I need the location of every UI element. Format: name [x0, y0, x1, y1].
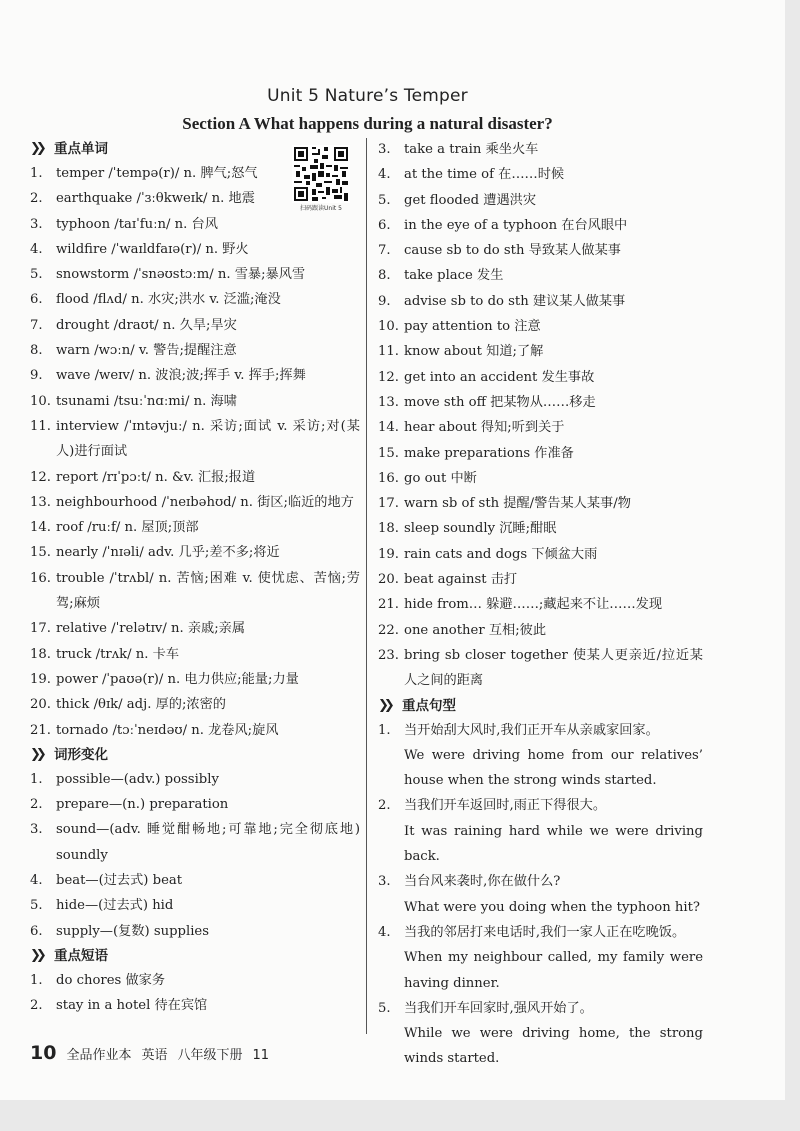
list-item: 9. advise sb to do sth 建议某人做某事 — [378, 293, 626, 309]
list-item: 1. possible—(adv.) possibly — [30, 771, 219, 787]
sentence-item: 4. 当我的邻居打来电话时,我们一家人正在吃晚饭。 When my neighbour called, my family were having dinner. — [378, 920, 703, 996]
list-item: 16. trouble /ˈtrʌbl/ n. 苦恼;困难 v. 使忧虑、苦恼;劳驾;麻烦 — [30, 570, 360, 612]
sentence-item: 3. 当台风来袭时,你在做什么? What were you doing when the typhoon hit? — [378, 869, 703, 920]
list-item: 6. flood /flʌd/ n. 水灾;洪水 v. 泛滥;淹没 — [30, 292, 281, 308]
list-item: 11. know about 知道;了解 — [378, 344, 544, 360]
sentence-english: While we were driving home, the strong winds started. — [404, 1026, 703, 1067]
list-item: 18. truck /trʌk/ n. 卡车 — [30, 646, 180, 662]
list-item: 5. hide—(过去式) hid — [30, 898, 174, 914]
list-item: 19. power /ˈpaʊə(r)/ n. 电力供应;能量;力量 — [30, 671, 299, 687]
chevron-right-icon: ❯❯ — [378, 697, 390, 713]
list-item: 21. tornado /tɔːˈneɪdəʊ/ n. 龙卷风;旋风 — [30, 722, 279, 738]
list-item: 5. snowstorm /ˈsnəʊstɔːm/ n. 雪暴;暴风雪 — [30, 267, 306, 283]
list-item: 14. hear about 得知;听到关于 — [378, 420, 565, 436]
list-item: 11. interview /ˈɪntəvjuː/ n. 采访;面试 v. 采访;对(某人)进行面试 — [30, 418, 360, 460]
list-item: 6. in the eye of a typhoon 在台风眼中 — [378, 217, 628, 233]
footer-number: 11 — [252, 1048, 270, 1063]
list-item: 8. take place 发生 — [378, 268, 504, 284]
vocab-list — [30, 161, 360, 743]
list-item: 13. neighbourhood /ˈneɪbəhʊd/ n. 街区;临近的地方 — [30, 494, 354, 510]
list-item: 3. take a train 乘坐火车 — [378, 142, 539, 157]
section-title: Section A What happens during a natural disaster? — [182, 114, 553, 133]
list-item: 14. roof /ruːf/ n. 屋顶;顶部 — [30, 520, 199, 536]
list-item: 7. cause sb to do sth 导致某人做某事 — [378, 243, 621, 259]
forms-list — [30, 767, 360, 944]
phrases-list-left — [30, 968, 360, 1019]
right-column — [378, 137, 703, 1072]
list-item: 20. beat against 击打 — [378, 572, 518, 588]
list-item: 2. stay in a hotel 待在宾馆 — [30, 998, 208, 1014]
list-item: 6. supply—(复数) supplies — [30, 923, 210, 939]
phrases-heading: ❯❯ 重点短语 — [30, 944, 360, 968]
list-item: 22. one another 互相;彼此 — [378, 622, 547, 638]
sentence-item: 2. 当我们开车返回时,雨正下得很大。 It was raining hard while we were driving back. — [378, 793, 703, 869]
sentence-english: What were you doing when the typhoon hit? — [404, 899, 700, 915]
list-item: 5. get flooded 遭遇洪灾 — [378, 192, 537, 208]
list-item: 1. do chores 做家务 — [30, 972, 166, 988]
list-item: 2. prepare—(n.) preparation — [30, 797, 229, 813]
list-item: 21. hide from… 躲避……;藏起来不让……发现 — [378, 597, 663, 613]
chevron-right-icon: ❯❯ — [30, 947, 42, 963]
list-item: 13. move sth off 把某物从……移走 — [378, 394, 596, 410]
forms-heading: ❯❯ 词形变化 — [30, 743, 360, 767]
book-title: 全品作业本 — [66, 1048, 132, 1063]
list-item: 12. report /rɪˈpɔːt/ n. &v. 汇报;报道 — [30, 469, 256, 485]
list-item: 1. temper /ˈtempə(r)/ n. 脾气;怒气 — [30, 166, 258, 181]
left-column — [30, 137, 360, 1019]
subject: 英语 — [141, 1048, 168, 1063]
list-item: 3. sound—(adv. 睡觉酣畅地;可靠地;完全彻底地) soundly — [30, 822, 360, 863]
list-item: 9. wave /weɪv/ n. 波浪;波;挥手 v. 挥手;挥舞 — [30, 368, 306, 384]
page-number: 10 — [30, 1042, 57, 1064]
list-item: 17. relative /ˈrelətɪv/ n. 亲戚;亲属 — [30, 621, 246, 637]
list-item: 16. go out 中断 — [378, 470, 477, 486]
list-item: 4. at the time of 在……时候 — [378, 167, 565, 183]
list-item: 15. make preparations 作准备 — [378, 445, 574, 461]
vocab-heading: ❯❯ 重点单词 — [30, 137, 360, 161]
grade: 八年级下册 — [177, 1048, 243, 1063]
sentence-english: It was raining hard while we were driving back. — [404, 823, 703, 865]
phrases-list-right — [378, 137, 703, 694]
list-item: 4. beat—(过去式) beat — [30, 873, 183, 889]
sentence-english: We were driving home from our relatives’ house when the strong winds started. — [404, 747, 703, 789]
chevron-right-icon: ❯❯ — [30, 746, 42, 762]
list-item: 19. rain cats and dogs 下倾盆大雨 — [378, 546, 598, 562]
list-item: 18. sleep soundly 沉睡;酣眠 — [378, 521, 557, 537]
qr-caption: 扫码跟读Unit 5 — [300, 205, 342, 212]
sentence-item: 1. 当开始刮大风时,我们正开车从亲戚家回家。 We were driving home from our relatives’ house when the strong winds started. — [378, 718, 703, 794]
list-item: 15. nearly /ˈnɪəli/ adv. 几乎;差不多;将近 — [30, 545, 280, 561]
unit-title: Unit 5 Nature’s Temper — [267, 86, 468, 106]
list-item: 4. wildfire /ˈwaɪldfaɪə(r)/ n. 野火 — [30, 241, 249, 257]
list-item: 20. thick /θɪk/ adj. 厚的;浓密的 — [30, 697, 226, 713]
list-item: 10. tsunami /tsuːˈnɑːmi/ n. 海啸 — [30, 393, 237, 409]
list-item: 12. get into an accident 发生事故 — [378, 369, 595, 385]
sentences-heading: ❯❯ 重点句型 — [378, 694, 703, 718]
sentences-list — [378, 718, 703, 1072]
list-item: 3. typhoon /taɪˈfuːn/ n. 台风 — [30, 216, 218, 232]
list-item: 7. drought /draʊt/ n. 久旱;旱灾 — [30, 317, 237, 333]
sentence-english: When my neighbour called, my family were having dinner. — [404, 950, 703, 991]
list-item: 10. pay attention to 注意 — [378, 319, 541, 335]
list-item: 2. earthquake /ˈɜːθkweɪk/ n. 地震 — [30, 191, 255, 207]
list-item: 8. warn /wɔːn/ v. 警告;提醒注意 — [30, 343, 237, 359]
sentence-item: 5. 当我们开车回家时,强风开始了。 While we were driving home, the strong winds started. — [378, 996, 703, 1072]
chevron-right-icon: ❯❯ — [30, 141, 42, 156]
list-item: 17. warn sb of sth 提醒/警告某人某事/物 — [378, 496, 631, 512]
column-divider — [366, 138, 367, 1034]
list-item: 23. bring sb closer together 使某人更亲近/拉近某人之间的距离 — [378, 647, 703, 689]
page-footer — [30, 1042, 269, 1064]
